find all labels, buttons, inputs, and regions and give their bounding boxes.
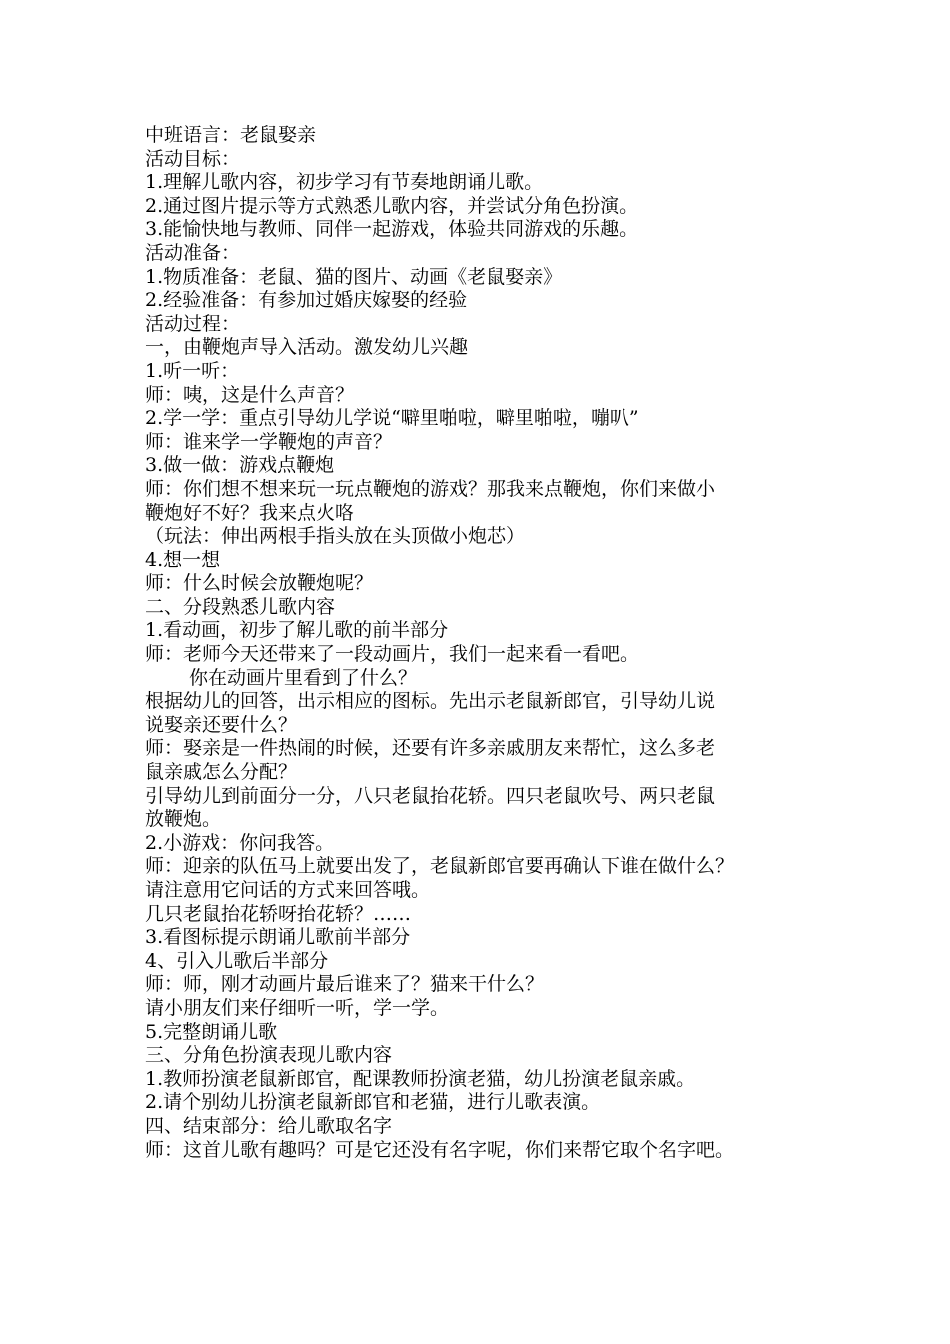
text-line: 师：迎亲的队伍马上就要出发了，老鼠新郎官要再确认下谁在做什么？: [145, 855, 735, 878]
document-title: 中班语言：老鼠娶亲: [145, 124, 317, 146]
text-line: 2.请个别幼儿扮演老鼠新郎官和老猫，进行儿歌表演。: [145, 1091, 601, 1114]
text-line: 师：娶亲是一件热闹的时候，还要有许多亲戚朋友来帮忙，这么多老: [145, 737, 716, 760]
text-line: 1.物质准备：老鼠、猫的图片、动画《老鼠娶亲》: [145, 265, 563, 288]
text-line: 2.通过图片提示等方式熟悉儿歌内容，并尝试分角色扮演。: [145, 194, 639, 217]
text-line: 请注意用它问话的方式来回答哦。: [145, 879, 431, 901]
text-line: 2.小游戏：你问我答。: [145, 831, 335, 854]
text-line: 师：谁来学一学鞭炮的声音？: [145, 430, 393, 453]
text-line: 鼠亲戚怎么分配？: [145, 761, 298, 784]
text-line: 1.教师扮演老鼠新郎官，配课教师扮演老猫，幼儿扮演老鼠亲戚。: [145, 1067, 696, 1090]
text-line: 师：咦，这是什么声音？: [145, 383, 355, 406]
text-line: 1.理解儿歌内容，初步学习有节奏地朗诵儿歌。: [145, 171, 544, 194]
text-line: 放鞭炮。: [145, 808, 222, 831]
text-line: 几只老鼠抬花轿呀抬花轿？……: [145, 902, 412, 925]
text-line: 3.能愉快地与教师、同伴一起游戏，体验共同游戏的乐趣。: [145, 218, 639, 241]
text-line: 1.看动画，初步了解儿歌的前半部分: [145, 619, 449, 642]
text-line: 5.完整朗诵儿歌: [145, 1020, 278, 1043]
text-line: 三、分角色扮演表现儿歌内容: [145, 1044, 393, 1067]
text-line: 1.听一听：: [145, 359, 240, 382]
text-line: 二、分段熟悉儿歌内容: [145, 595, 336, 618]
text-line: 引导幼儿到前面分一分，八只老鼠抬花轿。四只老鼠吹号、两只老鼠: [145, 784, 716, 807]
text-line: 师：这首儿歌有趣吗？可是它还没有名字呢，你们来帮它取个名字吧。: [145, 1138, 735, 1161]
text-line: 2.经验准备：有参加过婚庆嫁娶的经验: [145, 289, 468, 312]
text-line: 一，由鞭炮声导入活动。激发幼儿兴趣: [145, 336, 469, 359]
text-line: 4.想一想: [145, 548, 221, 571]
text-line: 师：师，刚才动画片最后谁来了？猫来干什么？: [145, 973, 545, 996]
text-line: 3.做一做：游戏点鞭炮: [145, 454, 335, 477]
text-line: 师：老师今天还带来了一段动画片，我们一起来看一看吧。: [145, 643, 640, 666]
text-line: 2.学一学：重点引导幼儿学说“噼里啪啦，噼里啪啦，嘣叭”: [145, 407, 639, 430]
text-line: 4、引入儿歌后半部分: [145, 949, 329, 972]
text-line: （玩法：伸出两根手指头放在头顶做小炮芯）: [145, 525, 526, 548]
document-body: [145, 124, 835, 1162]
text-line: 师：你们想不想来玩一玩点鞭炮的游戏？那我来点鞭炮，你们来做小: [145, 477, 716, 500]
text-line: 四、结束部分：给儿歌取名字: [145, 1114, 393, 1137]
text-line: 根据幼儿的回答，出示相应的图标。先出示老鼠新郎官，引导幼儿说: [145, 690, 716, 713]
text-line: 师：什么时候会放鞭炮呢？: [145, 572, 374, 595]
section-heading-preparation: 活动准备：: [145, 241, 241, 264]
text-line-indented: 你在动画片里看到了什么？: [189, 666, 418, 689]
text-line: 鞭炮好不好？我来点火咯: [145, 501, 355, 524]
text-line: 请小朋友们来仔细听一听，学一学。: [145, 996, 450, 1019]
text-line: 3.看图标提示朗诵儿歌前半部分: [145, 926, 411, 949]
section-heading-process: 活动过程：: [145, 312, 241, 335]
section-heading-goals: 活动目标：: [145, 147, 241, 170]
text-line: 说娶亲还要什么？: [145, 713, 298, 736]
